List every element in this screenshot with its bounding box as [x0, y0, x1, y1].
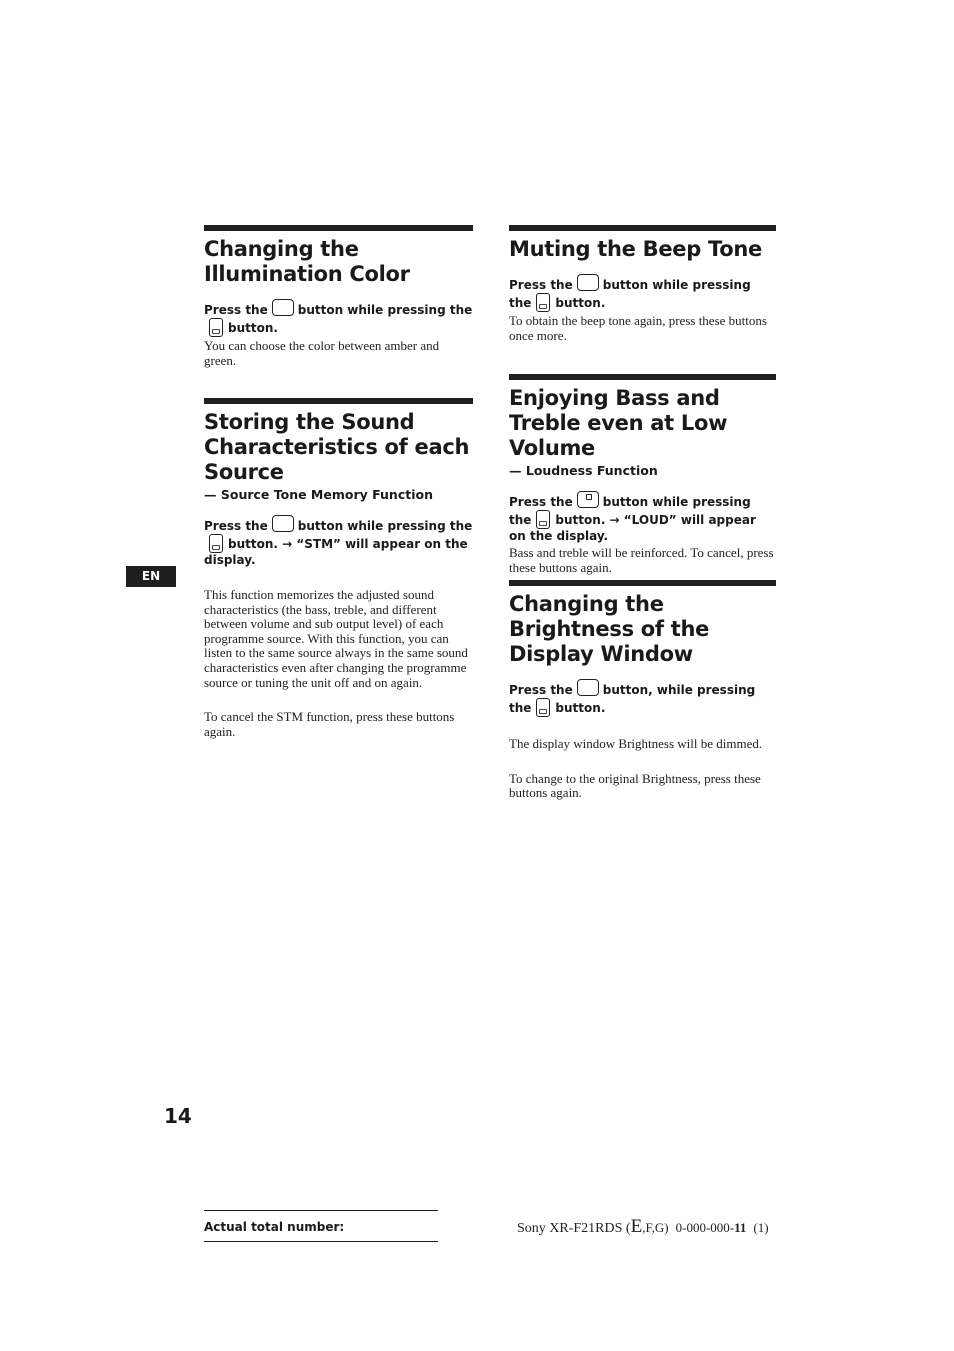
section-subtitle: — Loudness Function	[509, 463, 658, 478]
page-number: 14	[164, 1104, 192, 1128]
section-title: Changing the Illumination Color	[204, 237, 410, 286]
section-body: To obtain the beep tone again, press these buttons once more.	[509, 313, 767, 343]
section-rule	[509, 580, 776, 586]
language-tab: EN	[126, 566, 176, 587]
button-icon	[209, 534, 223, 553]
section-rule	[509, 225, 776, 231]
section-title: Changing the Brightness of the Display Window	[509, 592, 710, 666]
footer-total-number	[204, 1210, 438, 1242]
instruction: Press the button while pressing the button. → “LOUD” will appear on the display.	[509, 491, 776, 544]
button-icon	[536, 510, 550, 529]
button-icon	[577, 274, 599, 291]
instruction: Press the button while pressing thebutton. → “STM” will appear on the display.	[204, 515, 473, 568]
loud-button-icon	[577, 491, 599, 508]
section-body: To change to the original Brightness, press these buttons again.	[509, 770, 761, 801]
instruction: Press the button while pressing thebutton.	[204, 299, 473, 337]
button-icon	[272, 299, 294, 316]
section-subtitle: — Source Tone Memory Function	[204, 487, 433, 502]
section-rule	[204, 225, 473, 231]
section-title: Storing the Sound Characteristics of each Source	[204, 410, 470, 484]
section-storing-sound	[204, 398, 473, 739]
button-icon	[272, 515, 294, 532]
section-body: The display window Brightness will be dimmed.	[509, 736, 763, 751]
section-rule	[509, 374, 776, 380]
button-icon	[536, 293, 550, 312]
section-muting-beep	[509, 225, 776, 343]
section-brightness	[509, 580, 776, 801]
section-loudness	[509, 374, 776, 575]
section-rule	[204, 398, 473, 404]
model-code: Sony XR-F21RDS (E,F,G) 0-000-000-11 (1)	[517, 1216, 769, 1237]
instruction: Press the button, while pressing the button.	[509, 679, 776, 717]
section-body: Bass and treble will be reinforced. To cancel, press these buttons again.	[509, 545, 774, 575]
button-icon	[209, 318, 223, 337]
section-body: To cancel the STM function, press these buttons again.	[204, 709, 455, 739]
section-title: Enjoying Bass and Treble even at Low Volume	[509, 386, 728, 460]
section-illumination-color	[204, 225, 473, 368]
instruction: Press the button while pressing the button.	[509, 274, 776, 312]
footer-label: Actual total number:	[204, 1220, 345, 1234]
section-title: Muting the Beep Tone	[509, 237, 762, 261]
section-body: This function memorizes the adjusted sound characteristics (the bass, treble, and different between volume and sub output level) of each programme source. With this function, you can listen to the same source always in the same sound characteristics even after changing the programme source or tuning the unit off and on again.	[204, 587, 468, 690]
button-icon	[577, 679, 599, 696]
section-body: You can choose the color between amber and green.	[204, 338, 440, 368]
button-icon	[536, 698, 550, 717]
